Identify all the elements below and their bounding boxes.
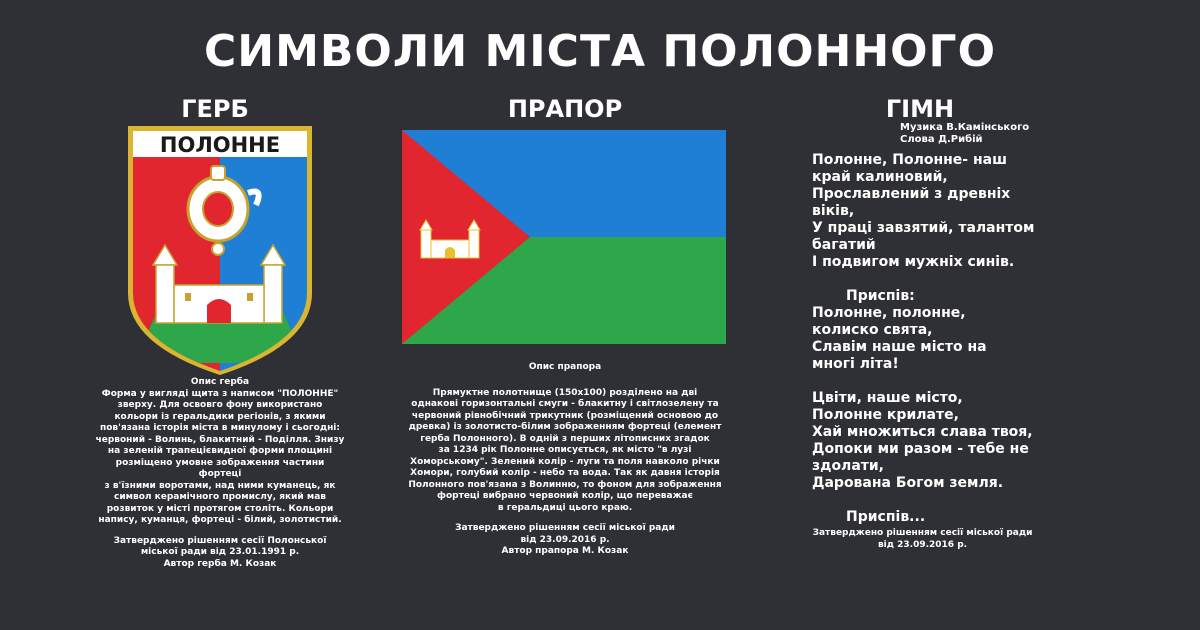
flag-approved-line: від 23.09.2016 р. xyxy=(520,534,610,545)
coat-desc-line: розвиток у місті протягом століть. Кольори xyxy=(106,503,334,514)
flag-author: Автор прапора М. Козак xyxy=(501,546,629,556)
coat-desc-line: на зеленій трапецієвидної форми площині xyxy=(107,446,333,456)
anthem-line: Полонне, полонне, xyxy=(812,305,966,321)
anthem-approved-line: від 23.09.2016 р. xyxy=(877,539,968,550)
flag-desc-title: Опис прапора xyxy=(528,362,602,372)
coat-desc-line: напису, куманця, фортеці - білий, золотистий. xyxy=(98,515,342,525)
flag-desc-line: Прямуктне полотнище (150х100) розділено на дві xyxy=(432,387,698,398)
anthem-line: край калиновий, xyxy=(812,169,948,185)
anthem-chorus-label: Приспів: xyxy=(846,288,915,304)
coat-desc-line: пов'язана історія міста в минулому і сьогодні: xyxy=(99,423,340,433)
anthem-line: багатий xyxy=(812,237,876,253)
anthem-line: І подвигом мужніх синів. xyxy=(812,254,1015,270)
anthem-line: віків, xyxy=(812,203,855,219)
anthem-lyrics-author: Слова Д.Рибій xyxy=(900,134,983,145)
coat-desc-line: зверху. Для освовго фону використано xyxy=(117,400,323,410)
anthem-line: Славім наше місто на xyxy=(812,339,987,355)
flag-image xyxy=(402,130,726,344)
flag-desc-line: за 1234 рік Полонне описується, як місто "в лузі xyxy=(438,445,692,455)
anthem-line: Прославлений з древніх xyxy=(812,186,1011,202)
flag-desc-line: Полонного пов'язана з Волинню, то фоном для зображення xyxy=(408,479,722,490)
flag-desc-line: Хоморському". Зелений колір - луги та поля навколо річки xyxy=(410,456,720,467)
flag-desc-line: древка) із золотисто-білим зображенням фортеці (елемент xyxy=(408,422,722,432)
anthem-line: Хай множиться слава твоя, xyxy=(812,424,1033,440)
anthem-line: У праці завзятий, талантом xyxy=(812,220,1035,236)
flag-heading: ПРАПОР xyxy=(507,95,623,123)
coat-approved-line: міської ради від 23.01.1991 р. xyxy=(140,547,300,557)
flag-desc-line: однакові горизонтальні смуги - блакитну і світлозелену та xyxy=(411,399,719,409)
page-title: СИМВОЛИ МІСТА ПОЛОННОГО xyxy=(203,26,997,77)
flag-approved-line: Затверджено рішенням сесії міської ради xyxy=(455,523,675,533)
flag-desc-line: герба Полонного). В одній з перших літописних згадок xyxy=(420,433,710,444)
anthem-line: колиско свята, xyxy=(812,322,933,338)
anthem-line: Допоки ми разом - тебе не xyxy=(812,441,1029,457)
coat-desc-line: кольори із геральдики регіонів, з якими xyxy=(114,411,326,422)
anthem-approved-line: Затверджено рішенням сесії міської ради xyxy=(812,528,1033,538)
flag-desc-line: фортеці вибрано червоний колір, що переважає xyxy=(437,491,693,501)
flag-desc-line: Хомори, голубий колір - небо та вода. Так як давня історія xyxy=(410,468,720,478)
coat-desc-line: червоний - Волинь, блакитний - Поділля. Знизу xyxy=(95,434,345,445)
coat-approved-line: Затверджено рішенням сесії Полонської xyxy=(113,535,327,546)
anthem-heading: ГІМН xyxy=(885,95,955,123)
coat-heading: ГЕРБ xyxy=(181,95,249,123)
anthem-chorus-end: Приспів... xyxy=(846,509,926,525)
coat-author: Автор герба М. Козак xyxy=(163,558,277,569)
coat-banner-text: ПОЛОННЕ xyxy=(159,133,281,157)
coat-desc-title: Опис герба xyxy=(190,377,250,387)
anthem-line: Полонне крилате, xyxy=(812,407,959,423)
anthem-line: здолати, xyxy=(812,458,885,474)
coat-desc-line: Форма у вигляді щита з написом "ПОЛОННЕ" xyxy=(101,388,339,399)
anthem-music-author: Музика В.Камінського xyxy=(900,122,1030,133)
flag-desc-line: червоний рівнобічний трикутник (розміщений основою до xyxy=(411,410,719,421)
coat-desc-line: символ керамічного промислу, який мав xyxy=(114,492,326,502)
coat-of-arms-image xyxy=(125,123,315,375)
anthem-line: Дарована Богом земля. xyxy=(812,475,1004,491)
flag-desc-line: в геральдиці цього краю. xyxy=(497,502,633,513)
coat-desc-line: з в'їзними воротами, над ними куманець, як xyxy=(104,480,336,491)
coat-desc-line: розміщено умовне зображення частини фортеці xyxy=(115,457,325,479)
anthem-line: многі літа! xyxy=(812,356,899,372)
anthem-line: Полонне, Полонне- наш xyxy=(812,152,1007,168)
anthem-line: Цвіти, наше місто, xyxy=(812,390,963,406)
anthem-text xyxy=(812,152,1072,526)
